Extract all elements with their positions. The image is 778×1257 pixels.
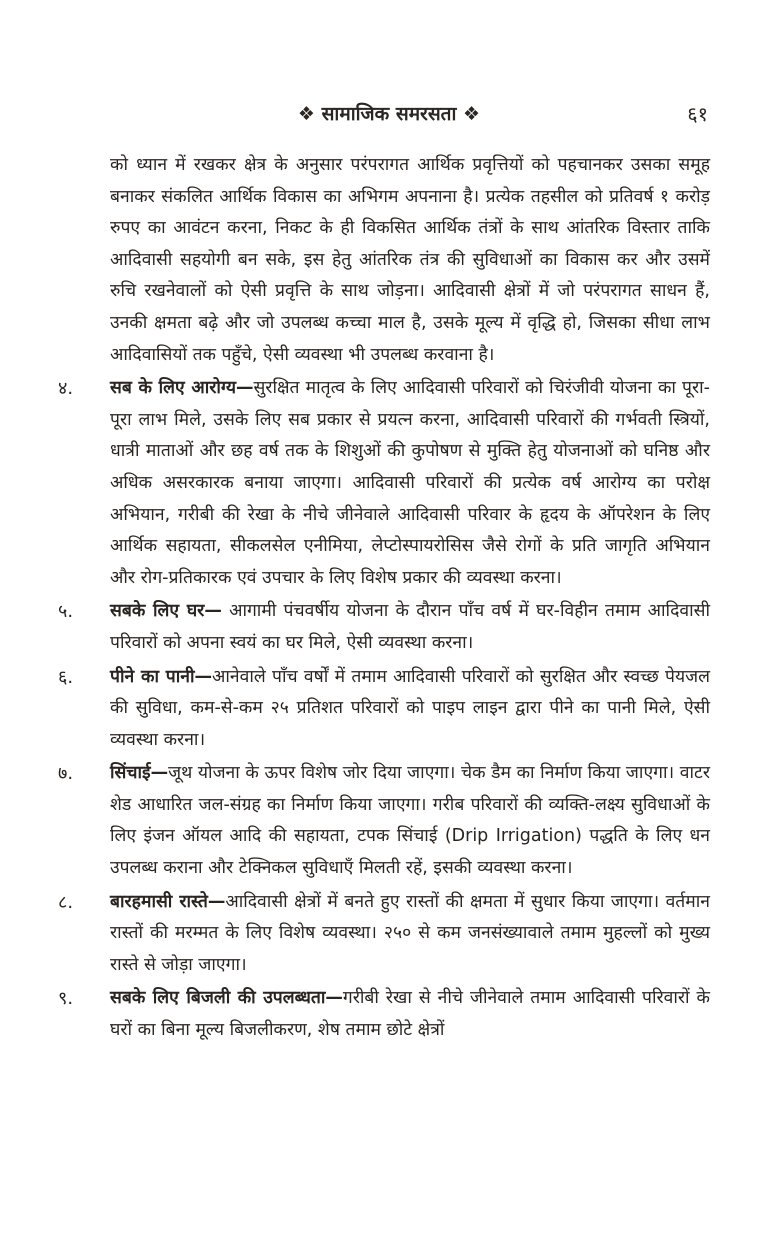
item-number: ७. (58, 763, 74, 785)
item-number: ५. (58, 601, 74, 623)
list-item-health (58, 371, 710, 594)
item-text: सुरक्षित मातृत्व के लिए आदिवासी परिवारों को चिरंजीवी योजना का पूरा-पूरा लाभ मिले, उसके लिए सब प्रकार से प्रयत्न करना, आदिवासी परिवारों की गर्भवती स्त्रियों, धात्री माताओं और छह वर्ष तक के शिशुओं की कुपोषण से मुक्ति हेतु योजनाओं को घनिष्ठ और अधिक असरकारक बनाया जाएगा। आदिवासी परिवारों की प्रत्येक वर्ष आरोग्य का परोक्ष अभियान, गरीबी की रेखा के नीचे जीनेवाले आदिवासी परिवार के हृदय के ऑपरेशन के लिए आर्थिक सहायता, सीकलसेल एनीमिया, लेप्टोस्पायरोसिस जैसे रोगों के प्रति जागृति अभियान और रोग-प्रतिकारक एवं उपचार के लिए विशेष प्रकार की व्यवस्था करना। (110, 378, 710, 588)
page-header (0, 100, 778, 130)
list-item-housing (58, 594, 710, 659)
item-number: ४. (58, 378, 74, 400)
item-title: सबके लिए बिजली की उपलब्धता— (110, 988, 343, 1009)
list-item-irrigation (58, 756, 710, 884)
item-number: ६. (58, 666, 74, 688)
list-item-drinking-water (58, 660, 710, 757)
item-title: सबके लिए घर— (110, 601, 222, 622)
item-title: पीने का पानी— (110, 666, 213, 687)
item-number: ८. (58, 891, 74, 913)
item-title: सिंचाई— (110, 763, 169, 784)
page-number: ६१ (687, 102, 708, 126)
intro-paragraph: को ध्यान में रखकर क्षेत्र के अनुसार परंपरागत आर्थिक प्रवृत्तियों को पहचानकर उसका समूह बनाकर संकलित आर्थिक विकास का अभिगम अपनाना है। प्रत्येक तहसील को प्रतिवर्ष १ करोड़ रुपए का आवंटन करना, निकट के ही विकसित आर्थिक तंत्रों के साथ आंतरिक विस्तार ताकि आदिवासी सहयोगी बन सके, इस हेतु आंतरिक तंत्र की सुविधाओं का विकास कर और उसमें रुचि रखनेवालों को ऐसी प्रवृत्ति के साथ जोड़ना। आदिवासी क्षेत्रों में जो परंपरागत साधन हैं, उनकी क्षमता बढ़े और जो उपलब्ध कच्चा माल है, उसके मूल्य में वृद्धि हो, जिसका सीधा लाभ आदिवासियों तक पहुँचे, ऐसी व्यवस्था भी उपलब्ध करवाना है। (110, 155, 710, 365)
running-title: ❖ सामाजिक समरसता ❖ (297, 103, 481, 125)
item-text: आदिवासी क्षेत्रों में बनते हुए रास्तों की क्षमता में सुधार किया जाएगा। वर्तमान रास्तों की मरम्मत के लिए विशेष व्यवस्था। २५० से कम जनसंख्यावाले तमाम मुहल्लों को मुख्य रास्ते से जोड़ा जाएगा। (110, 891, 710, 975)
list-item-electricity (58, 981, 710, 1046)
item-text: जूथ योजना के ऊपर विशेष जोर दिया जाएगा। चेक डैम का निर्माण किया जाएगा। वाटर शेड आधारित जल-संग्रह का निर्माण किया जाएगा। गरीब परिवारों की व्यक्ति-लक्ष्य सुविधाओं के लिए इंजन ऑयल आदि की सहायता, टपक सिंचाई (Drip Irrigation) पद्धति के लिए धन उपलब्ध कराना और टेक्निकल सुविधाएँ मिलती रहें, इसकी व्यवस्था करना। (110, 763, 710, 879)
item-text: गरीबी रेखा से नीचे जीनेवाले तमाम आदिवासी परिवारों के घरों का बिना मूल्य बिजलीकरण, शेष तमाम छोटे क्षेत्रों (110, 988, 710, 1041)
item-number: ९. (58, 988, 74, 1010)
item-title: बारहमासी रास्ते— (110, 891, 226, 912)
body-text (58, 150, 710, 1047)
list-item-roads (58, 885, 710, 982)
item-title: सब के लिए आरोग्य— (110, 378, 254, 399)
item-text: आनेवाले पाँच वर्षों में तमाम आदिवासी परिवारों को सुरक्षित और स्वच्छ पेयजल की सुविधा, कम-से-कम २५ प्रतिशत परिवारों को पाइप लाइन द्वारा पीने का पानी मिले, ऐसी व्यवस्था करना। (110, 666, 710, 750)
item-text: आगामी पंचवर्षीय योजना के दौरान पाँच वर्ष में घर-विहीन तमाम आदिवासी परिवारों को अपना स्वयं का घर मिले, ऐसी व्यवस्था करना। (110, 601, 710, 653)
